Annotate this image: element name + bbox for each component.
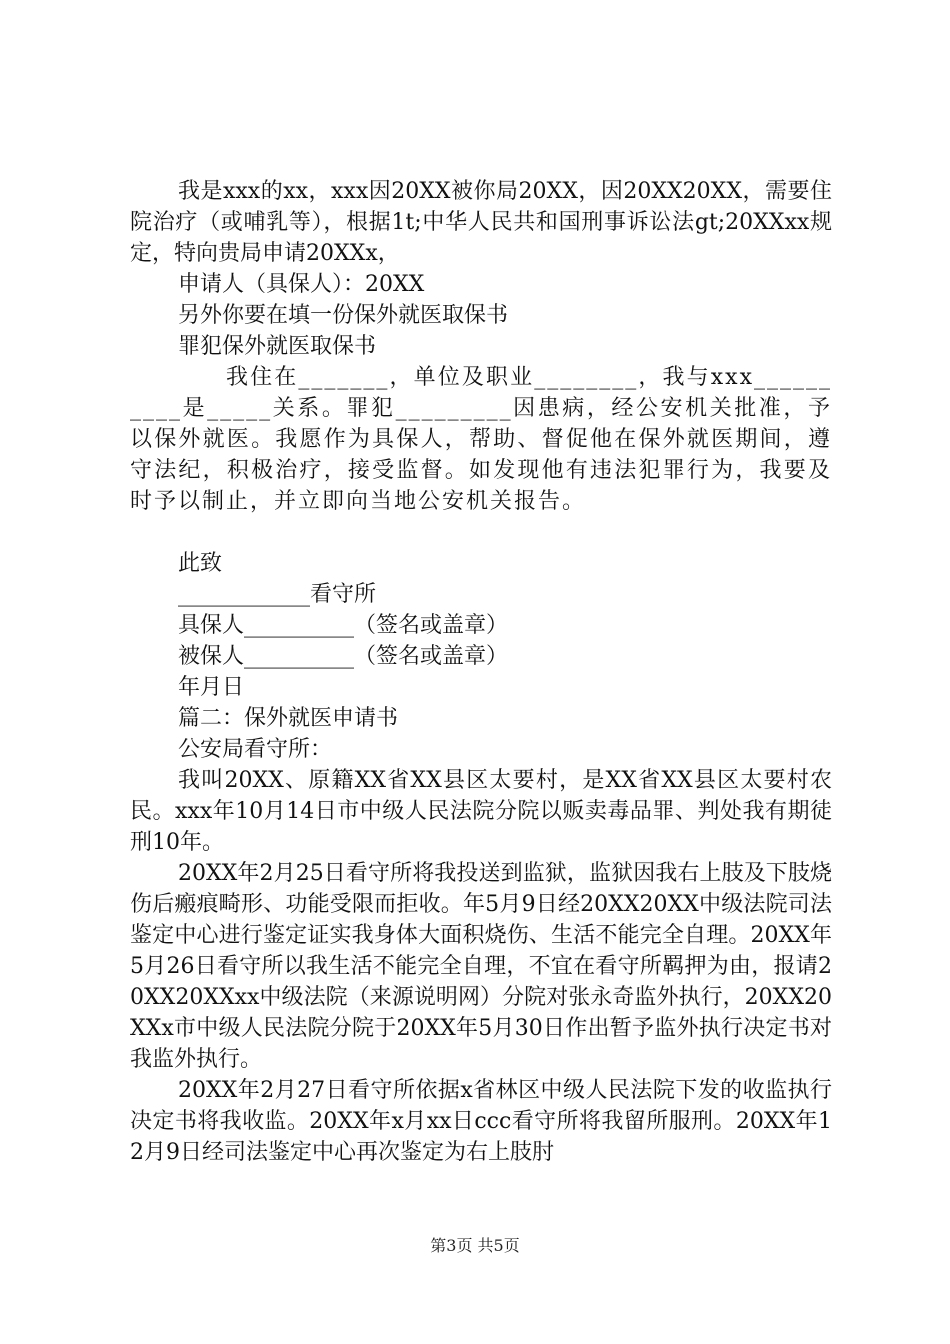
section-title-guarantee: 罪犯保外就医取保书 [178,334,377,359]
paragraph-detention-center: ____________看守所 [178,582,377,607]
page-footer: 第3页 共5页 [430,1236,520,1255]
paragraph-date: 年月日 [178,675,245,700]
document-body [130,176,832,1168]
paragraph-salutation: 此致 [178,551,223,576]
paragraph-addressee: 公安局看守所： [178,737,333,762]
paragraph-readmission: 20XX年2月27日看守所依据x省林区中级人民法院下发的收监执行决定书将我收监。20XX年x月xx日ccc看守所将我留所服刑。20XX年12月9日经司法鉴定中心再次鉴定为右上肢肘 [130,1078,832,1165]
paragraph-guarantor-signature: 具保人__________（签名或盖章） [178,613,509,638]
paragraph-applicant: 申请人（具保人）：20XX [178,272,425,297]
paragraph-guarantee-body: 我住在_______，单位及职业________，我与xxx__________是_____关系。罪犯_________因患病，经公安机关批准，予以保外就医。我愿作为具保人，帮助、督促他在保外就医期间，遵守法纪，积极治疗，接受监督。如发现他有违法犯罪行为，我要及时予以制止，并立即向当地公安机关报告。 [130,365,832,514]
paragraph-history: 20XX年2月25日看守所将我投送到监狱，监狱因我右上肢及下肢烧伤后瘢痕畸形、功能受限而拒收。年5月9日经20XX20XX中级法院司法鉴定中心进行鉴定证实我身体大面积烧伤、生活不能完全自理。20XX年5月26日看守所以我生活不能完全自理，不宜在看守所羁押为由，报请20XX20XXxx中级法院（来源说明网）分院对张永奇监外执行，20XX20XXx市中级人民法院分院于20XX年5月30日作出暂予监外执行决定书对我监外执行。 [130,861,832,1072]
paragraph-application-intro: 我是xxx的xx，xxx因20XX被你局20XX，因20XX20XX，需要住院治疗（或哺乳等），根据1t;中华人民共和国刑事诉讼法gt;20XXxx规定，特向贵局申请20XXx， [130,179,832,266]
paragraph-self-intro: 我叫20XX、原籍XX省XX县区太要村，是XX省XX县区太要村农民。xxx年10月14日市中级人民法院分院以贩卖毒品罪、判处我有期徒刑10年。 [130,768,832,855]
section-title-part-two: 篇二：保外就医申请书 [178,706,399,731]
spacer [130,517,832,548]
paragraph-guaranteed-signature: 被保人__________（签名或盖章） [178,644,509,669]
paragraph-note: 另外你要在填一份保外就医取保书 [178,303,509,328]
